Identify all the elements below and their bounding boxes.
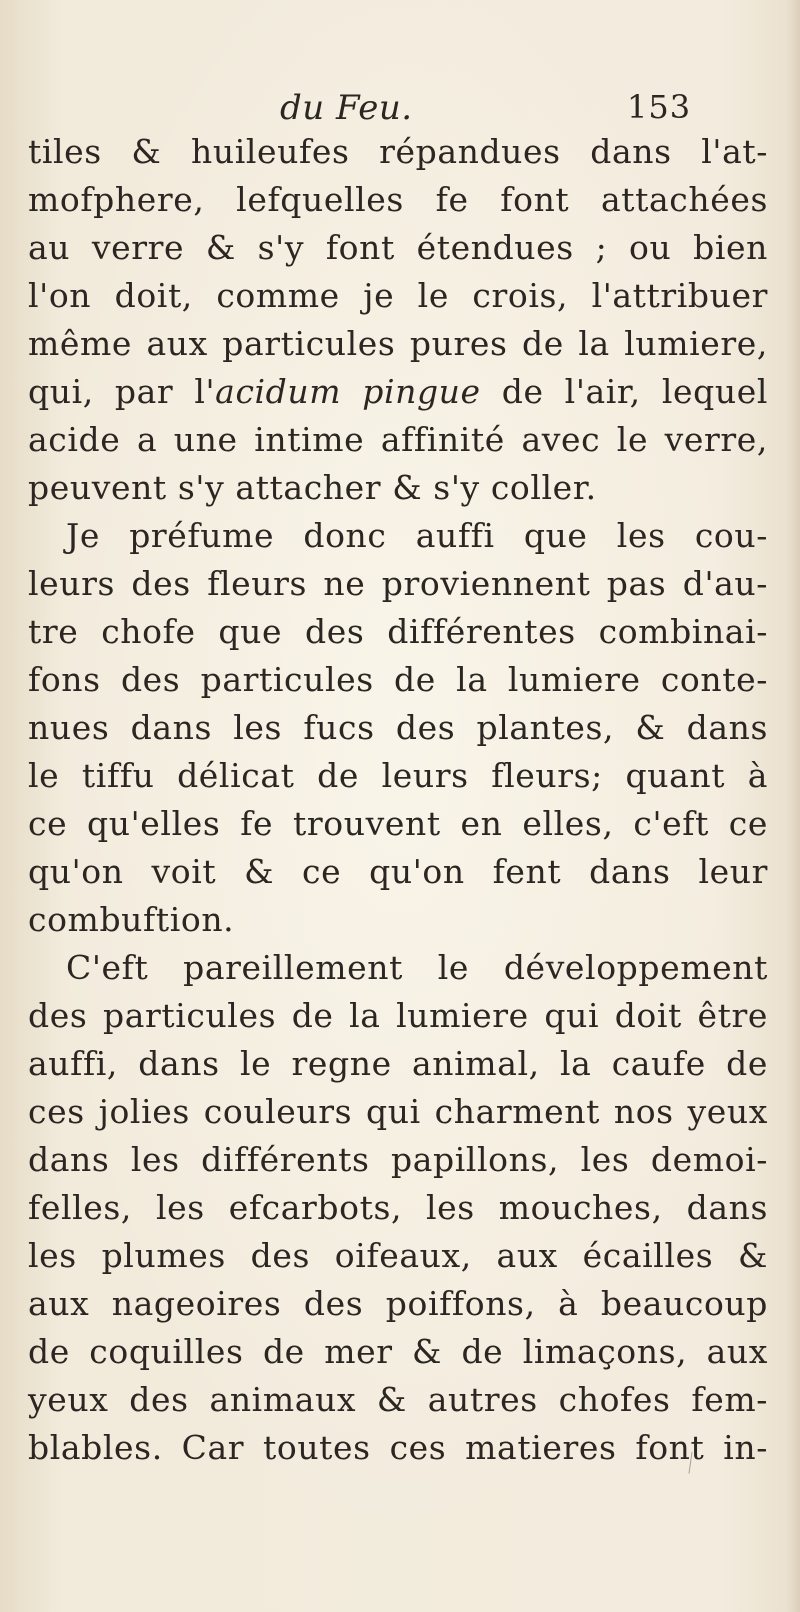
text-line: au verre & s'y font étendues ; ou bien	[28, 228, 768, 267]
text-line: le tiffu délicat de leurs fleurs; quant à	[28, 756, 768, 795]
text-line: ce qu'elles fe trouvent en elles, c'eft ce	[28, 804, 768, 843]
text-line: Je préfume donc auffi que les cou-	[66, 516, 768, 555]
text-segment: de l'air, lequel	[480, 372, 768, 411]
text-line: l'on doit, comme je le crois, l'attribuer	[28, 276, 768, 315]
text-line: même aux particules pures de la lumiere,	[28, 324, 768, 363]
text-line: C'eft pareillement le développement	[66, 948, 768, 987]
text-line-with-italic	[28, 368, 768, 416]
text-line: dans les différents papillons, les demoi-	[28, 1140, 768, 1179]
text-line: leurs des fleurs ne proviennent pas d'au-	[28, 564, 768, 603]
text-line: fons des particules de la lumiere conte-	[28, 660, 768, 699]
text-line: blables. Car toutes ces matieres font in-	[28, 1428, 768, 1467]
page-edge-shadow	[786, 0, 800, 1612]
page-number: 153	[627, 88, 692, 126]
text-line: des particules de la lumiere qui doit être	[28, 996, 768, 1035]
body-text	[28, 128, 768, 1472]
running-head	[0, 88, 800, 132]
running-title: du Feu.	[280, 88, 413, 128]
text-line: tiles & huileufes répandues dans l'at-	[28, 132, 768, 171]
text-line: nues dans les fucs des plantes, & dans	[28, 708, 768, 747]
text-line: aux nageoires des poiffons, à beaucoup	[28, 1284, 768, 1323]
text-line: ces jolies couleurs qui charment nos yeux	[28, 1092, 768, 1131]
text-segment: qui, par l'	[28, 372, 216, 411]
text-line: mofphere, lefquelles fe font attachées	[28, 180, 768, 219]
text-line: qu'on voit & ce qu'on fent dans leur	[28, 852, 768, 891]
text-line: yeux des animaux & autres chofes fem-	[28, 1380, 768, 1419]
text-line: tre chofe que des différentes combinai-	[28, 612, 768, 651]
text-line: felles, les efcarbots, les mouches, dans	[28, 1188, 768, 1227]
text-line: combuftion.	[28, 900, 235, 939]
text-line: les plumes des oifeaux, aux écailles &	[28, 1236, 768, 1275]
text-line: acide a une intime affinité avec le verre,	[28, 420, 768, 459]
text-line: auffi, dans le regne animal, la caufe de	[28, 1044, 768, 1083]
italic-latin-term: acidum pingue	[215, 372, 481, 411]
text-line: de coquilles de mer & de limaçons, aux	[28, 1332, 768, 1371]
text-line: peuvent s'y attacher & s'y coller.	[28, 468, 597, 507]
